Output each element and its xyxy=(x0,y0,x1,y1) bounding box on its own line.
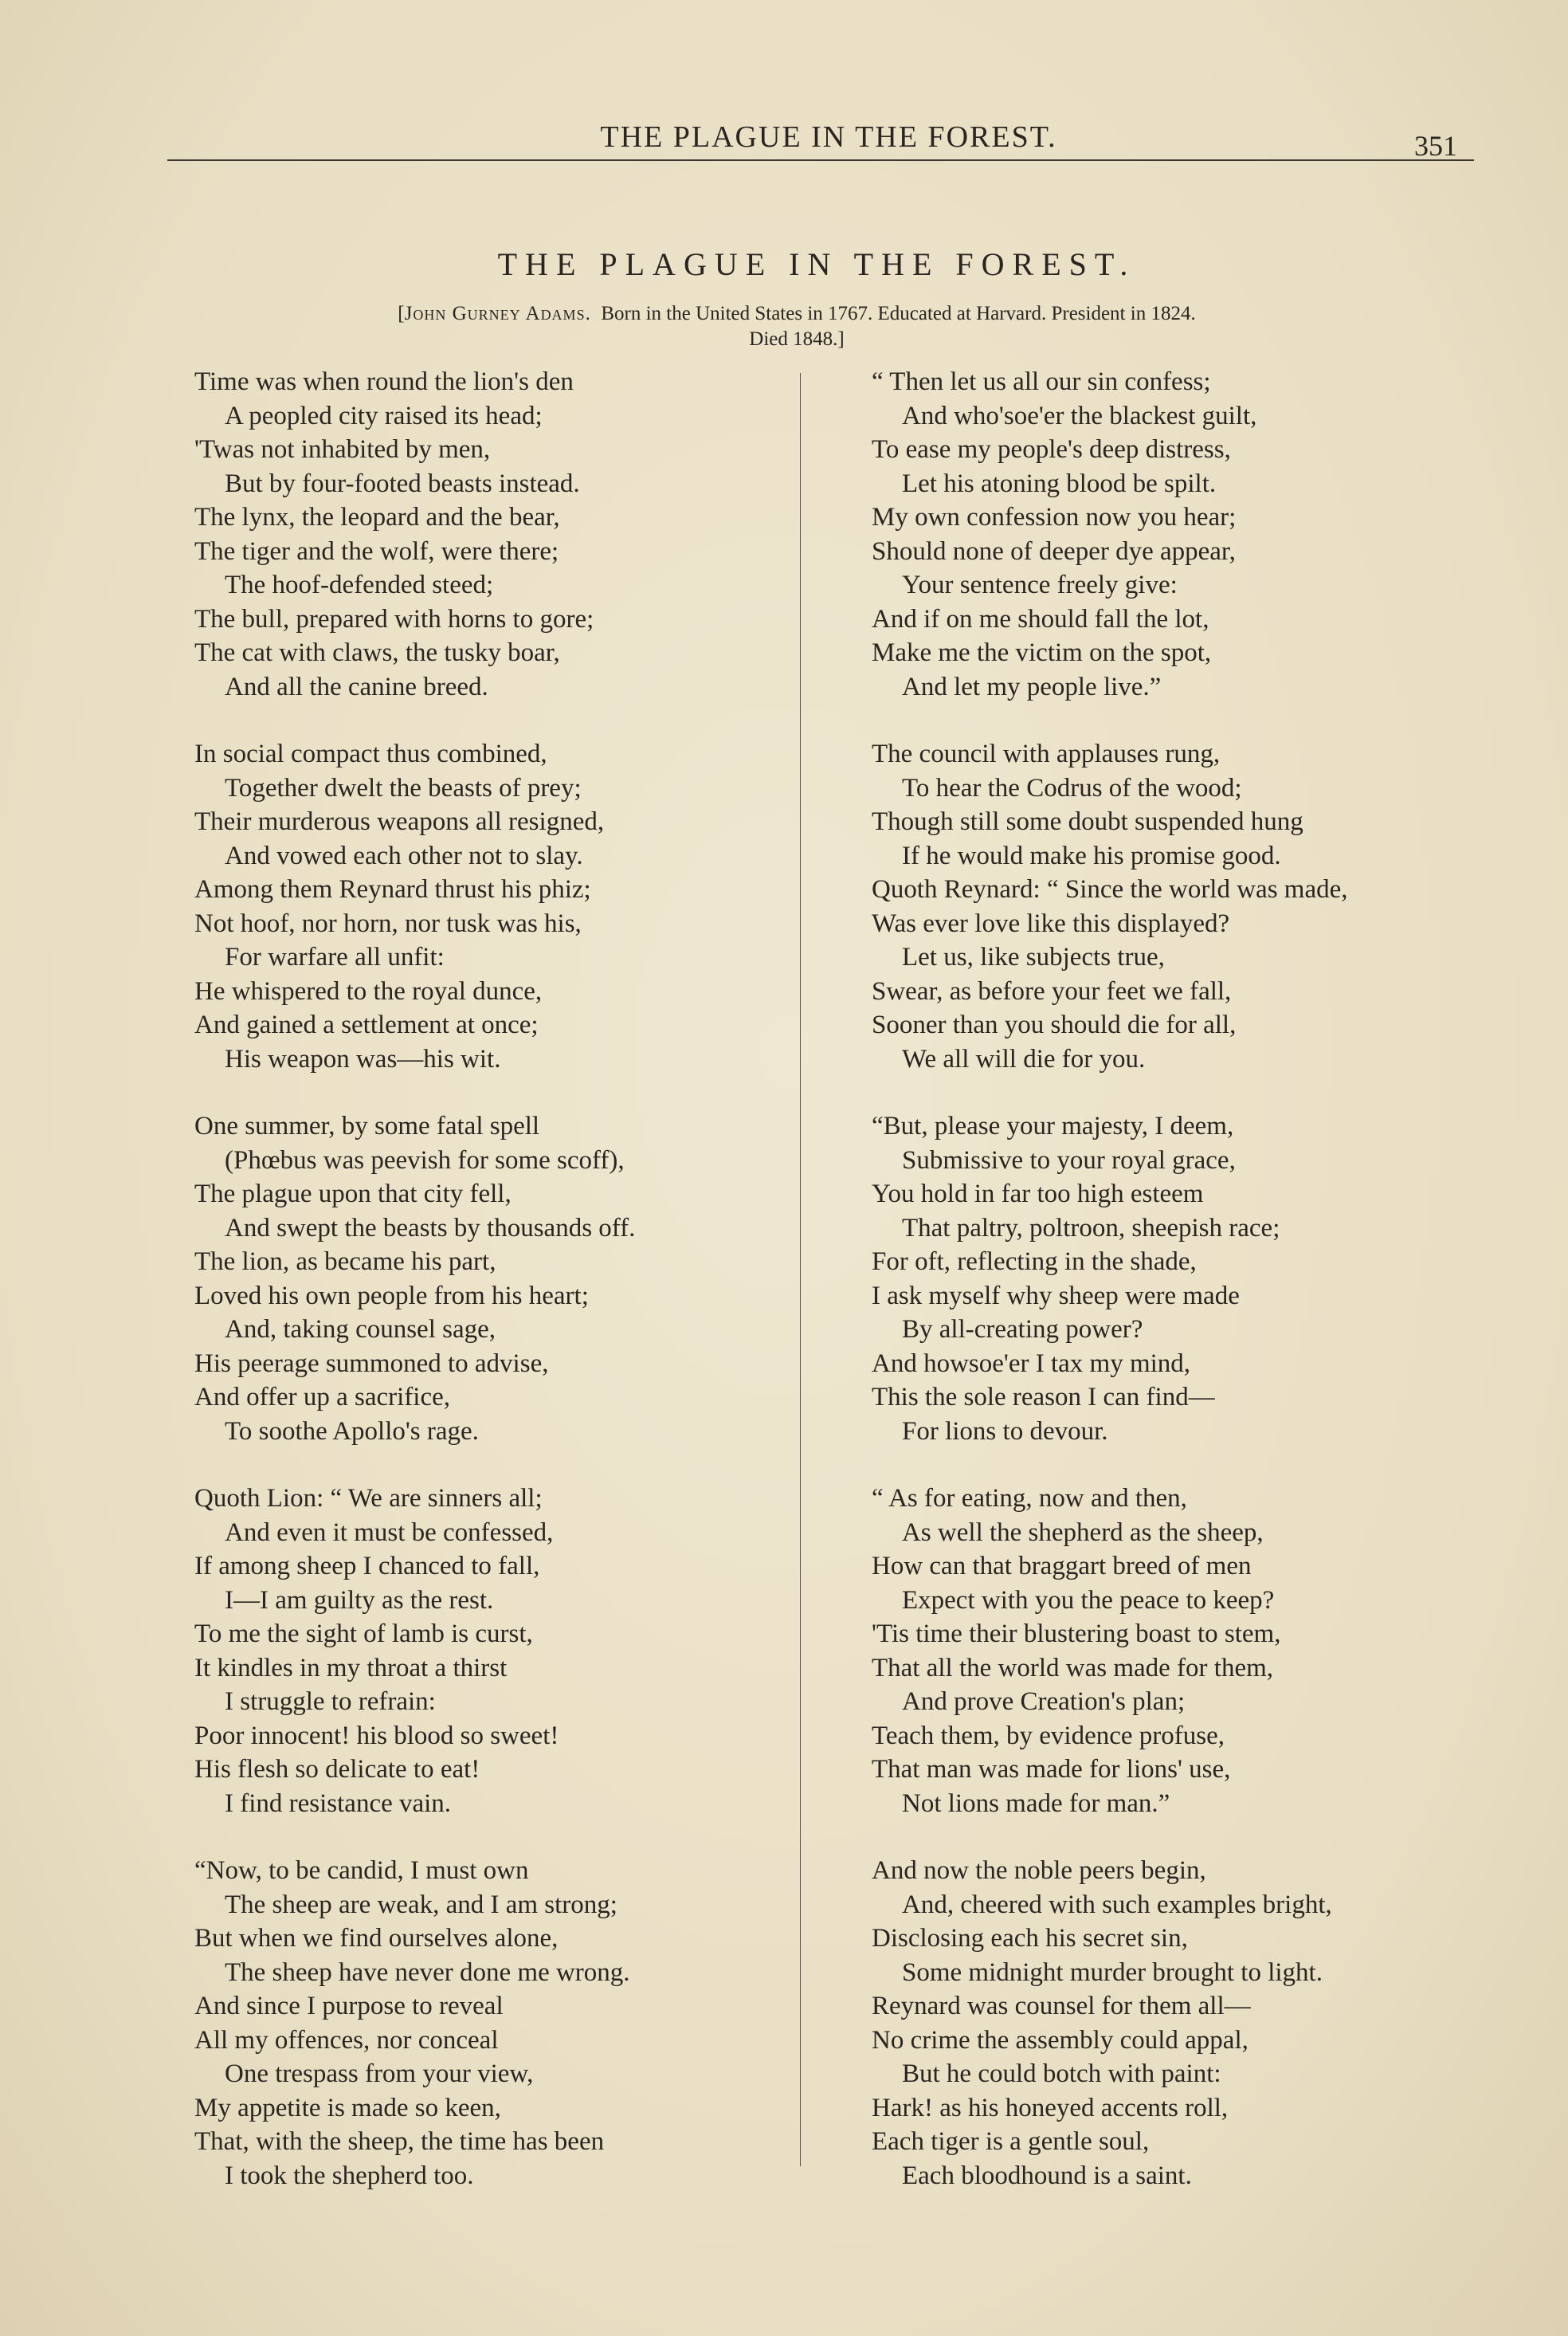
verse-line: “Now, to be candid, I must own xyxy=(194,1856,529,1885)
verse-line: Poor innocent! his blood so sweet! xyxy=(194,1721,559,1750)
verse-line: If among sheep I chanced to fall, xyxy=(194,1552,540,1580)
verse-line: I took the shepherd too. xyxy=(225,2161,474,2190)
verse-line: And gained a settlement at once; xyxy=(194,1011,539,1039)
verse-line: One trespass from your view, xyxy=(225,2059,534,2088)
verse-line: His flesh so delicate to eat! xyxy=(194,1755,480,1784)
verse-line: For warfare all unfit: xyxy=(225,943,445,972)
verse-line: Disclosing each his secret sin, xyxy=(872,1924,1188,1953)
stanza xyxy=(872,737,1525,1076)
verse-line: His peerage summoned to advise, xyxy=(194,1349,549,1378)
verse-line: Submissive to your royal grace, xyxy=(902,1145,1236,1175)
verse-line: His weapon was—his wit. xyxy=(225,1044,501,1074)
verse-line: And since I purpose to reveal xyxy=(194,1992,504,2020)
verse-line: By all-creating power? xyxy=(902,1315,1143,1344)
verse-line: To ease my people's deep distress, xyxy=(872,435,1231,464)
verse-line: And even it must be confessed, xyxy=(225,1517,554,1547)
verse-line: My appetite is made so keen, xyxy=(194,2093,501,2122)
verse-line: And if on me should fall the lot, xyxy=(872,604,1209,634)
verse-line: And, taking counsel sage, xyxy=(225,1315,496,1344)
verse-line: And now the noble peers begin, xyxy=(872,1856,1206,1885)
verse-line: Sooner than you should die for all, xyxy=(872,1011,1237,1039)
verse-line: And vowed each other not to slay. xyxy=(225,841,583,870)
verse-line: 'Twas not inhabited by men, xyxy=(194,435,491,464)
verse-line: To soothe Apollo's rage. xyxy=(225,1416,479,1446)
verse-line: The cat with claws, the tusky boar, xyxy=(194,638,560,667)
verse-line: Each bloodhound is a saint. xyxy=(902,2161,1192,2190)
verse-line: To hear the Codrus of the wood; xyxy=(902,773,1242,803)
verse-line: Hark! as his honeyed accents roll, xyxy=(872,2093,1229,2122)
verse-line: And all the canine breed. xyxy=(225,672,488,701)
verse-line: The bull, prepared with horns to gore; xyxy=(194,604,594,634)
verse-line: No crime the assembly could appal, xyxy=(872,2025,1249,2055)
page-number: 351 xyxy=(1414,130,1457,162)
running-head xyxy=(159,120,1474,183)
verse-line: He whispered to the royal dunce, xyxy=(194,976,543,1006)
stanza xyxy=(194,1854,848,2193)
author-note-details: Born in the United States in 1767. Educated at Harvard. President in 1824. xyxy=(601,303,1196,324)
verse-line: We all will die for you. xyxy=(902,1044,1146,1074)
verse-line: Not lions made for man.” xyxy=(902,1788,1170,1818)
right-column xyxy=(872,365,1525,2226)
verse-line: All my offences, nor conceal xyxy=(194,2025,499,2055)
verse-line: “ Then let us all our sin confess; xyxy=(872,367,1211,396)
verse-line: Reynard was counsel for them all— xyxy=(872,1992,1251,2020)
verse-line: To me the sight of lamb is curst, xyxy=(194,1619,533,1648)
verse-line: The council with applauses rung, xyxy=(872,740,1221,768)
verse-line: Expect with you the peace to keep? xyxy=(902,1585,1275,1615)
verse-line: You hold in far too high esteem xyxy=(872,1180,1204,1208)
verse-line: For oft, reflecting in the shade, xyxy=(872,1247,1197,1276)
verse-line: Each tiger is a gentle soul, xyxy=(872,2127,1150,2156)
verse-line: One summer, by some fatal spell xyxy=(194,1112,540,1141)
verse-line: Swear, as before your feet we fall, xyxy=(872,976,1232,1006)
verse-line: “ As for eating, now and then, xyxy=(872,1484,1187,1513)
verse-line: That, with the sheep, the time has been xyxy=(194,2127,605,2156)
verse-line: Teach them, by evidence profuse, xyxy=(872,1721,1225,1750)
verse-line: Loved his own people from his heart; xyxy=(194,1281,589,1310)
author-note xyxy=(215,301,1378,352)
verse-line: Quoth Reynard: “ Since the world was made, xyxy=(872,875,1348,904)
verse-line: And prove Creation's plan; xyxy=(902,1687,1186,1716)
verse-line: Among them Reynard thrust his phiz; xyxy=(194,875,591,904)
stanza xyxy=(872,365,1525,704)
verse-line: For lions to devour. xyxy=(902,1416,1108,1446)
verse-line: Together dwelt the beasts of prey; xyxy=(225,773,582,803)
header-rule xyxy=(167,159,1474,161)
verse-line: Though still some doubt suspended hung xyxy=(872,807,1303,836)
verse-line: Time was when round the lion's den xyxy=(194,367,574,396)
verse-line: The lion, as became his part, xyxy=(194,1247,496,1276)
verse-line: That man was made for lions' use, xyxy=(872,1755,1231,1784)
verse-line: (Phœbus was peevish for some scoff), xyxy=(225,1145,625,1175)
verse-line: Let us, like subjects true, xyxy=(902,943,1165,972)
stanza xyxy=(194,737,848,1076)
verse-line: It kindles in my throat a thirst xyxy=(194,1653,508,1682)
verse-line: This the sole reason I can find— xyxy=(872,1383,1215,1411)
verse-line: “But, please your majesty, I deem, xyxy=(872,1112,1234,1141)
verse-line: But when we find ourselves alone, xyxy=(194,1924,559,1953)
verse-line: Should none of deeper dye appear, xyxy=(872,536,1236,566)
verse-line: That paltry, poltroon, sheepish race; xyxy=(902,1213,1280,1243)
verse-line: Not hoof, nor horn, nor tusk was his, xyxy=(194,909,582,938)
verse-line: The sheep are weak, and I am strong; xyxy=(225,1890,617,1919)
verse-line: The plague upon that city fell, xyxy=(194,1180,512,1208)
running-title: THE PLAGUE IN THE FOREST. xyxy=(600,120,1057,154)
verse-line: As well the shepherd as the sheep, xyxy=(902,1517,1264,1547)
author-name: John Gurney Adams. xyxy=(404,303,591,324)
verse-line: But by four-footed beasts instead. xyxy=(225,469,580,498)
verse-line: A peopled city raised its head; xyxy=(225,401,543,430)
verse-line: I—I am guilty as the rest. xyxy=(225,1585,494,1615)
verse-line: My own confession now you hear; xyxy=(872,503,1237,532)
author-note-line-1: [John Gurney Adams. Born in the United States in 1767. Educated at Harvard. President in 1824. xyxy=(398,303,1196,324)
verse-line: I find resistance vain. xyxy=(225,1788,452,1818)
verse-line: Quoth Lion: “ We are sinners all; xyxy=(194,1484,543,1513)
verse-line: In social compact thus combined, xyxy=(194,740,547,768)
verse-line: Was ever love like this displayed? xyxy=(872,909,1230,938)
verse-line: But he could botch with paint: xyxy=(902,2059,1221,2088)
verse-line: If he would make his promise good. xyxy=(902,841,1281,870)
verse-line: And who'soe'er the blackest guilt, xyxy=(902,401,1257,430)
stanza xyxy=(194,1482,848,1820)
poem-title: THE PLAGUE IN THE FOREST. xyxy=(497,246,1136,282)
stanza xyxy=(194,365,848,704)
verse-line: And swept the beasts by thousands off. xyxy=(225,1213,636,1243)
verse-line: And offer up a sacrifice, xyxy=(194,1383,450,1411)
verse-line: The lynx, the leopard and the bear, xyxy=(194,503,560,532)
verse-line: The hoof-defended steed; xyxy=(225,571,494,599)
verse-line: Some midnight murder brought to light. xyxy=(902,1957,1323,1987)
stanza xyxy=(872,1482,1525,1820)
column-divider xyxy=(800,373,801,2166)
verse-line: That all the world was made for them, xyxy=(872,1653,1274,1682)
stanza xyxy=(872,1109,1525,1448)
left-column xyxy=(194,365,848,2226)
stanza xyxy=(194,1109,848,1448)
verse-line: Their murderous weapons all resigned, xyxy=(194,807,605,836)
verse-line: And, cheered with such examples bright, xyxy=(902,1890,1332,1919)
verse-line: The sheep have never done me wrong. xyxy=(225,1957,630,1987)
stanza xyxy=(872,1854,1525,2193)
verse-line: How can that braggart breed of men xyxy=(872,1552,1252,1580)
verse-line: I struggle to refrain: xyxy=(225,1687,436,1716)
verse-line: And let my people live.” xyxy=(902,672,1162,701)
verse-line: The tiger and the wolf, were there; xyxy=(194,536,559,566)
verse-line: I ask myself why sheep were made xyxy=(872,1281,1240,1310)
verse-line: 'Tis time their blustering boast to stem, xyxy=(872,1619,1281,1648)
verse-line: Let his atoning blood be spilt. xyxy=(902,469,1217,498)
author-note-line-2: Died 1848.] xyxy=(749,328,845,350)
verse-line: Make me the victim on the spot, xyxy=(872,638,1212,667)
verse-line: Your sentence freely give: xyxy=(902,571,1178,599)
verse-line: And howsoe'er I tax my mind, xyxy=(872,1349,1191,1378)
